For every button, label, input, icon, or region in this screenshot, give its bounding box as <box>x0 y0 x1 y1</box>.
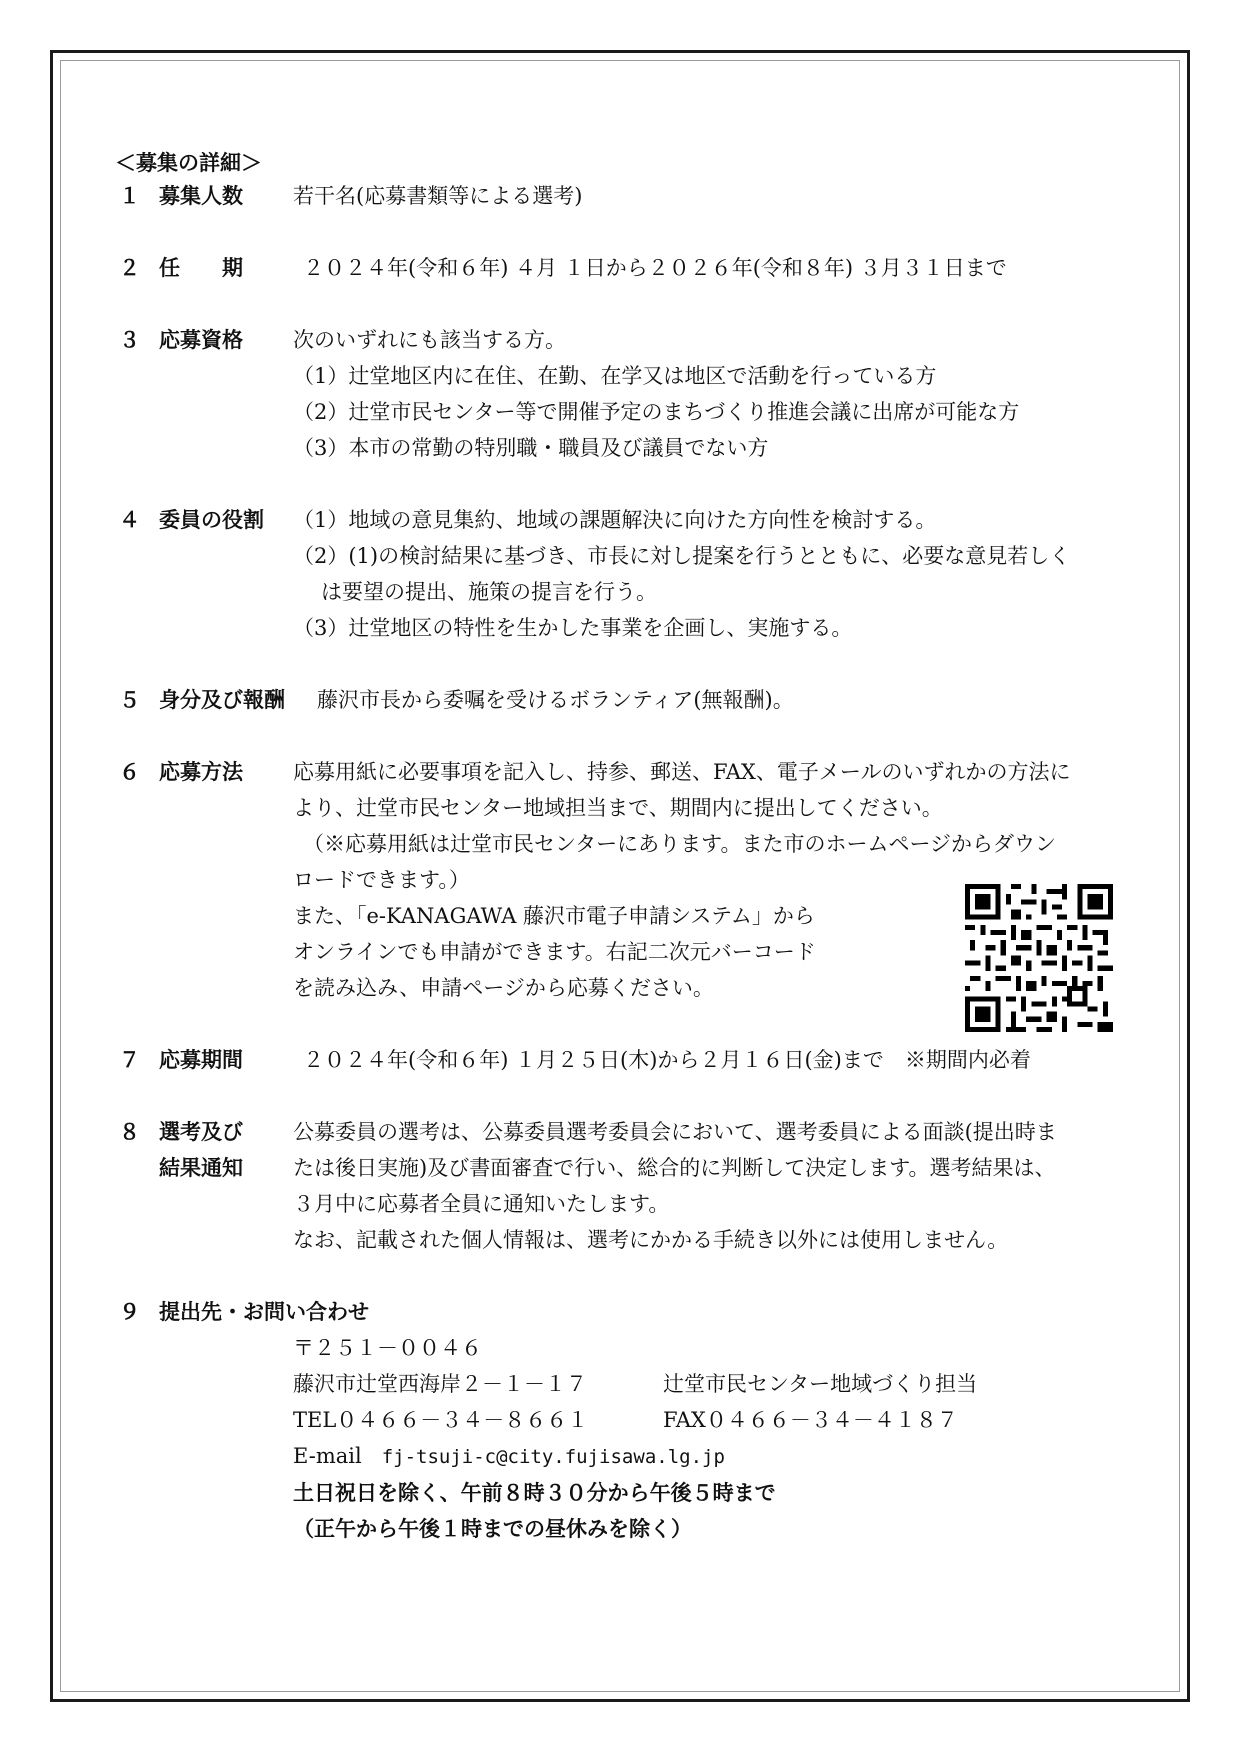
item-text: （2）辻堂市民センター等で開催予定のまちづくり推進会議に出席が可能な方 <box>293 400 1020 424</box>
item-text: たは後日実施)及び書面審査で行い、総合的に判断して決定します。選考結果は、 <box>293 1156 1056 1180</box>
item-6 <box>115 754 1135 1006</box>
item-number: ５ <box>119 688 140 712</box>
address: 藤沢市辻堂西海岸２－１－１７ <box>293 1372 587 1396</box>
item-label: 応募資格 <box>159 328 243 352</box>
item-label: 応募期間 <box>159 1048 243 1072</box>
item-number: ９ <box>119 1300 140 1324</box>
item-text: 応募用紙に必要事項を記入し、持参、郵送、FAX、電子メールのいずれかの方法に <box>293 760 1071 784</box>
office-hours-note: （正午から午後１時までの昼休みを除く） <box>293 1517 692 1541</box>
item-text: を読み込み、申請ページから応募ください。 <box>293 976 714 1000</box>
item-label: 任 期 <box>159 256 243 280</box>
item-label: 身分及び報酬 <box>159 688 285 712</box>
office-name: 辻堂市民センター地域づくり担当 <box>663 1372 978 1396</box>
item-text: オンラインでも申請ができます。右記二次元バーコード <box>293 940 816 964</box>
item-text: なお、記載された個人情報は、選考にかかる手続き以外には使用しません。 <box>293 1228 1009 1252</box>
item-label: 委員の役割 <box>159 508 264 532</box>
item-text: ３月中に応募者全員に通知いたします。 <box>293 1192 670 1216</box>
item-4 <box>115 502 1135 646</box>
item-text: 若干名(応募書類等による選考) <box>293 184 583 208</box>
item-text: ２０２４年(令和６年) ４月 １日から２０２６年(令和８年) ３月３１日まで <box>303 256 1007 280</box>
email-label: E-mail <box>293 1444 362 1468</box>
tel-number: TEL０４６６－３４－８６６１ <box>293 1408 589 1432</box>
office-hours: 土日祝日を除く、午前８時３０分から午後５時まで <box>293 1481 776 1505</box>
item-label-line2: 結果通知 <box>159 1156 243 1180</box>
document-content <box>115 148 1135 1547</box>
item-text: また、「e-KANAGAWA 藤沢市電子申請システム」から <box>293 904 815 928</box>
item-text: より、辻堂市民センター地域担当まで、期間内に提出してください。 <box>293 796 943 820</box>
contact-block <box>293 1294 1135 1547</box>
item-text: 藤沢市長から委嘱を受けるボランティア(無報酬)。 <box>317 688 794 712</box>
item-text: （1）地域の意見集約、地域の課題解決に向けた方向性を検討する。 <box>293 508 937 532</box>
item-label: 募集人数 <box>159 184 243 208</box>
item-number: ３ <box>119 328 140 352</box>
item-text: ２０２４年(令和６年) １月２５日(木)から２月１６日(金)まで ※期間内必着 <box>303 1048 1031 1072</box>
item-number: ７ <box>119 1048 140 1072</box>
item-number: １ <box>119 184 140 208</box>
item-text: 次のいずれにも該当する方。 <box>293 328 566 352</box>
item-9 <box>115 1294 1135 1547</box>
item-label: 応募方法 <box>159 760 243 784</box>
item-text: （3）本市の常勤の特別職・職員及び議員でない方 <box>293 436 769 460</box>
item-text: （※応募用紙は辻堂市民センターにあります。また市のホームページからダウン <box>303 832 1057 856</box>
item-text: （3）辻堂地区の特性を生かした事業を企画し、実施する。 <box>293 616 853 640</box>
item-text: 公募委員の選考は、公募委員選考委員会において、選考委員による面談(提出時ま <box>293 1120 1057 1144</box>
section-heading: ＜募集の詳細＞ <box>115 151 262 175</box>
email-link[interactable]: fj-tsuji-c@city.fujisawa.lg.jp <box>381 1446 725 1468</box>
item-text: （2）(1)の検討結果に基づき、市長に対し提案を行うとともに、必要な意見若しく <box>293 544 1071 568</box>
item-number: ４ <box>119 508 140 532</box>
item-label: 選考及び <box>159 1120 243 1144</box>
item-1 <box>115 178 1135 214</box>
item-text: は要望の提出、施策の提言を行う。 <box>321 580 657 604</box>
item-7 <box>115 1042 1135 1078</box>
fax-number: FAX０４６６－３４－４１８７ <box>663 1408 958 1432</box>
item-number: ６ <box>119 760 140 784</box>
qr-code-icon[interactable] <box>965 884 1113 1032</box>
item-label: 提出先・お問い合わせ <box>159 1300 369 1324</box>
postal-code: 〒２５１－００４６ <box>293 1336 482 1360</box>
item-3 <box>115 322 1135 466</box>
item-8 <box>115 1114 1135 1258</box>
item-5 <box>115 682 1135 718</box>
item-2 <box>115 250 1135 286</box>
item-text: （1）辻堂地区内に在住、在勤、在学又は地区で活動を行っている方 <box>293 364 937 388</box>
item-text: ロードできます。） <box>293 868 470 892</box>
item-number: ８ <box>119 1120 140 1144</box>
item-number: ２ <box>119 256 140 280</box>
